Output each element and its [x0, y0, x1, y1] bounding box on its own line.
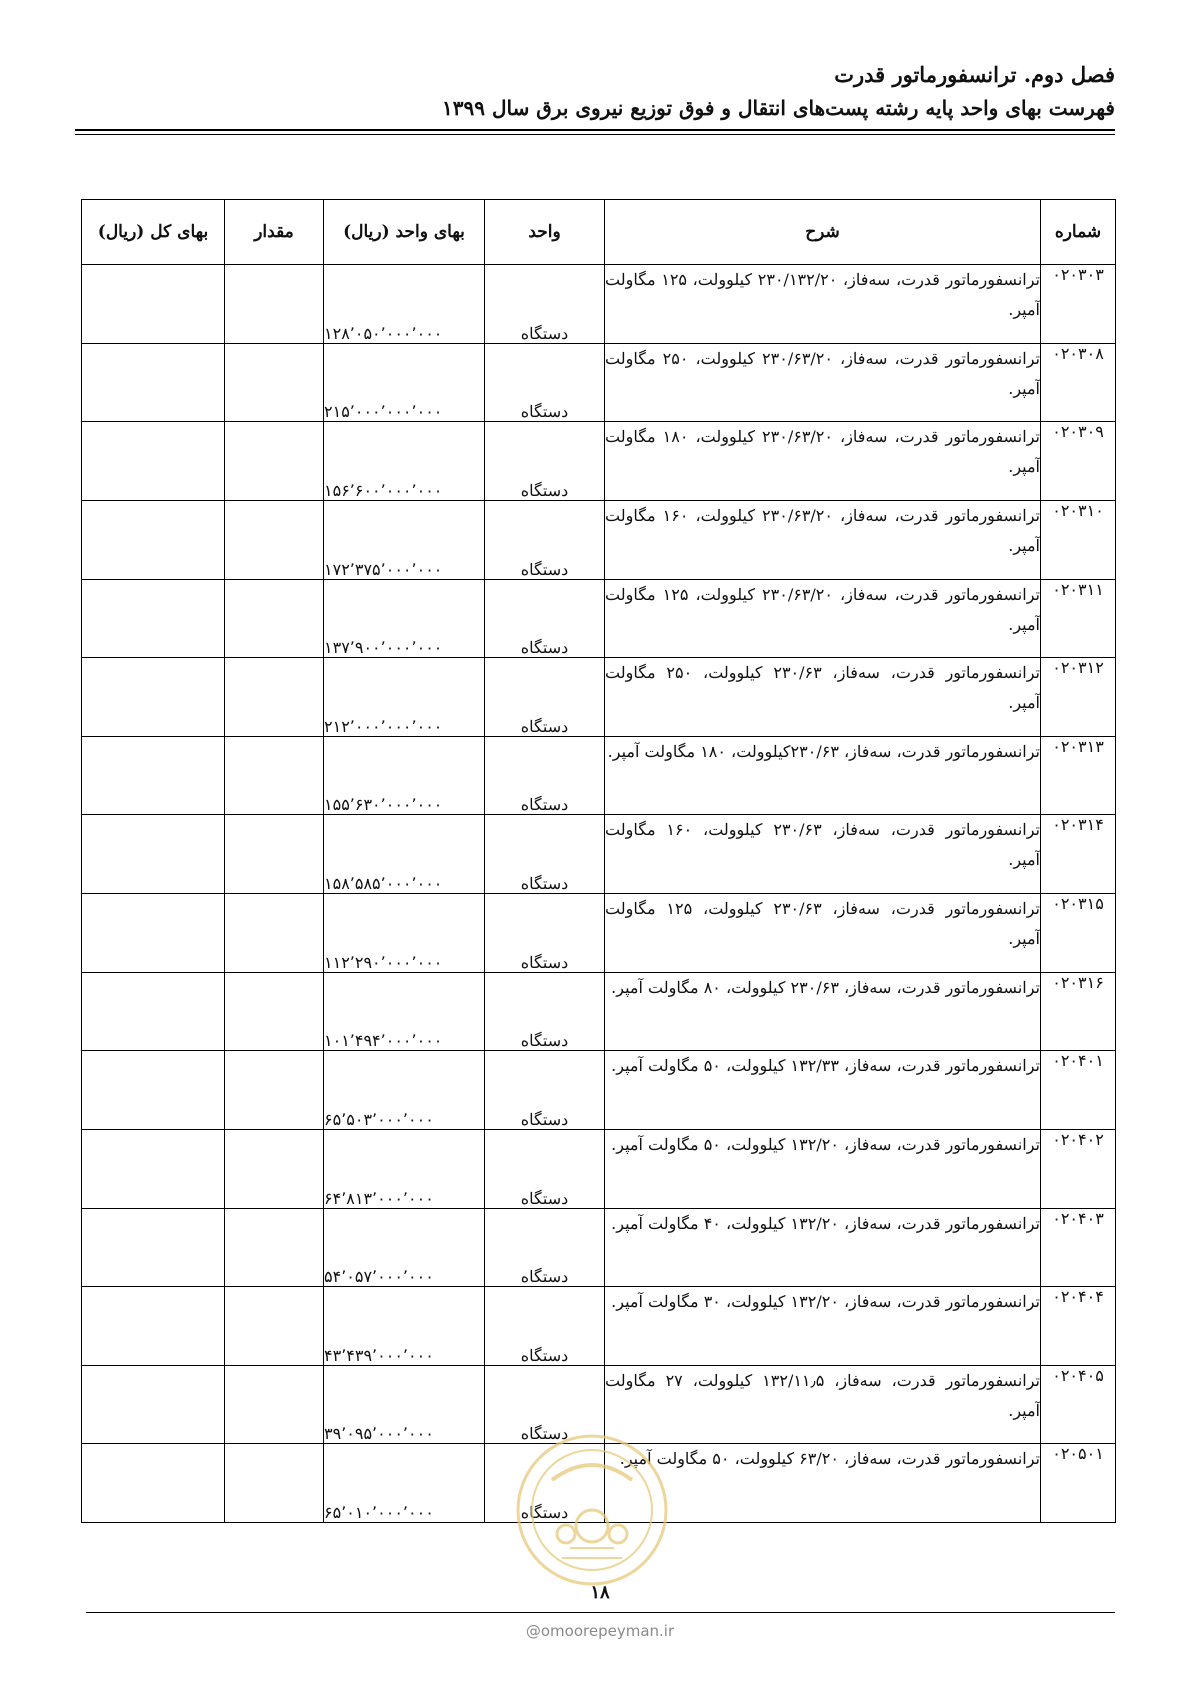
- document-subtitle: فهرست بهای واحد پایه رشته پست‌های انتقال و فوق توزیع نیروی برق سال ۱۳۹۹: [442, 96, 1115, 120]
- item-quantity: [225, 1287, 324, 1366]
- column-header-quantity: مقدار: [225, 200, 324, 265]
- item-description: ترانسفورماتور قدرت، سه‌فاز، ۲۳۰/۶۳ کیلوولت، ۱۶۰ مگاولت آمپر.: [605, 815, 1041, 894]
- table-row: [82, 1287, 1116, 1366]
- item-unit: دستگاه: [485, 736, 605, 815]
- item-quantity: [225, 1444, 324, 1523]
- item-description: ترانسفورماتور قدرت، سه‌فاز، ۲۳۰/۶۳/۲۰ کیلوولت، ۲۵۰ مگاولت آمپر.: [605, 343, 1041, 422]
- item-unit-price: ۶۴٬۸۱۳٬۰۰۰٬۰۰۰: [324, 1129, 485, 1208]
- table-row: [82, 422, 1116, 501]
- item-quantity: [225, 579, 324, 658]
- page-number: ۱۸: [590, 1582, 610, 1603]
- table-row: [82, 1444, 1116, 1523]
- table-row: [82, 1051, 1116, 1130]
- item-code: ۰۲۰۴۰۴: [1041, 1287, 1116, 1366]
- item-description: ترانسفورماتور قدرت، سه‌فاز، ۲۳۰/۶۳/۲۰ کیلوولت، ۱۶۰ مگاولت آمپر.: [605, 500, 1041, 579]
- table-row: [82, 972, 1116, 1051]
- item-code: ۰۲۰۳۰۳: [1041, 265, 1116, 344]
- item-quantity: [225, 736, 324, 815]
- item-description: ترانسفورماتور قدرت، سه‌فاز، ۲۳۰/۶۳/۲۰ کیلوولت، ۱۲۵ مگاولت آمپر.: [605, 579, 1041, 658]
- table-header-row: [82, 200, 1116, 265]
- item-code: ۰۲۰۳۱۳: [1041, 736, 1116, 815]
- item-unit-price: ۲۱۵٬۰۰۰٬۰۰۰٬۰۰۰: [324, 343, 485, 422]
- item-total: [82, 1051, 225, 1130]
- item-description: ترانسفورماتور قدرت، سه‌فاز، ۱۳۲/۳۳ کیلوولت، ۵۰ مگاولت آمپر.: [605, 1051, 1041, 1130]
- item-total: [82, 265, 225, 344]
- item-unit-price: ۳۹٬۰۹۵٬۰۰۰٬۰۰۰: [324, 1365, 485, 1444]
- item-unit-price: ۱۵۸٬۵۸۵٬۰۰۰٬۰۰۰: [324, 815, 485, 894]
- item-code: ۰۲۰۳۱۰: [1041, 500, 1116, 579]
- item-code: ۰۲۰۳۱۶: [1041, 972, 1116, 1051]
- column-header-total: بهای کل (ریال): [82, 200, 225, 265]
- item-quantity: [225, 500, 324, 579]
- item-total: [82, 1444, 225, 1523]
- table-row: [82, 343, 1116, 422]
- item-quantity: [225, 815, 324, 894]
- item-unit: دستگاه: [485, 1444, 605, 1523]
- item-total: [82, 1129, 225, 1208]
- item-code: ۰۲۰۳۱۴: [1041, 815, 1116, 894]
- item-unit-price: ۱۷۲٬۳۷۵٬۰۰۰٬۰۰۰: [324, 500, 485, 579]
- item-total: [82, 972, 225, 1051]
- item-total: [82, 894, 225, 973]
- item-quantity: [225, 894, 324, 973]
- item-unit-price: ۱۰۱٬۴۹۴٬۰۰۰٬۰۰۰: [324, 972, 485, 1051]
- item-quantity: [225, 265, 324, 344]
- item-description: ترانسفورماتور قدرت، سه‌فاز، ۱۳۲/۲۰ کیلوولت، ۴۰ مگاولت آمپر.: [605, 1208, 1041, 1287]
- item-code: ۰۲۰۴۰۵: [1041, 1365, 1116, 1444]
- price-list-table: [81, 199, 1116, 1523]
- item-unit: دستگاه: [485, 265, 605, 344]
- item-code: ۰۲۰۳۱۲: [1041, 658, 1116, 737]
- item-description: ترانسفورماتور قدرت، سه‌فاز، ۱۳۲/۲۰ کیلوولت، ۳۰ مگاولت آمپر.: [605, 1287, 1041, 1366]
- item-unit: دستگاه: [485, 579, 605, 658]
- column-header-unit: واحد: [485, 200, 605, 265]
- item-unit-price: ۱۱۲٬۲۹۰٬۰۰۰٬۰۰۰: [324, 894, 485, 973]
- table-row: [82, 658, 1116, 737]
- item-quantity: [225, 343, 324, 422]
- table-row: [82, 579, 1116, 658]
- item-unit: دستگاه: [485, 658, 605, 737]
- column-header-unit-price: بهای واحد (ریال): [324, 200, 485, 265]
- item-description: ترانسفورماتور قدرت، سه‌فاز، ۲۳۰/۱۳۲/۲۰ کیلوولت، ۱۲۵ مگاولت آمپر.: [605, 265, 1041, 344]
- item-description: ترانسفورماتور قدرت، سه‌فاز، ۲۳۰/۶۳ کیلوولت، ۱۲۵ مگاولت آمپر.: [605, 894, 1041, 973]
- item-quantity: [225, 422, 324, 501]
- item-unit: دستگاه: [485, 1287, 605, 1366]
- column-header-number: شماره: [1041, 200, 1116, 265]
- table-row: [82, 1365, 1116, 1444]
- item-unit-price: ۱۵۵٬۶۳۰٬۰۰۰٬۰۰۰: [324, 736, 485, 815]
- item-code: ۰۲۰۳۰۸: [1041, 343, 1116, 422]
- item-unit: دستگاه: [485, 343, 605, 422]
- item-unit-price: ۶۵٬۰۱۰٬۰۰۰٬۰۰۰: [324, 1444, 485, 1523]
- item-total: [82, 658, 225, 737]
- item-description: ترانسفورماتور قدرت، سه‌فاز، ۶۳/۲۰ کیلوولت، ۵۰ مگاولت آمپر.: [605, 1444, 1041, 1523]
- item-description: ترانسفورماتور قدرت، سه‌فاز، ۲۳۰/۶۳ کیلوولت، ۸۰ مگاولت آمپر.: [605, 972, 1041, 1051]
- item-code: ۰۲۰۳۰۹: [1041, 422, 1116, 501]
- item-unit: دستگاه: [485, 500, 605, 579]
- item-unit-price: ۱۵۶٬۶۰۰٬۰۰۰٬۰۰۰: [324, 422, 485, 501]
- item-quantity: [225, 658, 324, 737]
- table-row: [82, 1129, 1116, 1208]
- item-unit-price: ۶۵٬۵۰۳٬۰۰۰٬۰۰۰: [324, 1051, 485, 1130]
- item-code: ۰۲۰۴۰۳: [1041, 1208, 1116, 1287]
- item-total: [82, 1287, 225, 1366]
- table-row: [82, 1208, 1116, 1287]
- item-description: ترانسفورماتور قدرت، سه‌فاز، ۲۳۰/۶۳کیلوولت، ۱۸۰ مگاولت آمپر.: [605, 736, 1041, 815]
- item-unit-price: ۲۱۲٬۰۰۰٬۰۰۰٬۰۰۰: [324, 658, 485, 737]
- page-header: [75, 58, 1115, 124]
- item-total: [82, 500, 225, 579]
- table-row: [82, 815, 1116, 894]
- item-unit: دستگاه: [485, 972, 605, 1051]
- item-unit: دستگاه: [485, 1051, 605, 1130]
- footer-divider: [86, 1612, 1115, 1613]
- item-unit: دستگاه: [485, 422, 605, 501]
- header-divider-thin: [75, 134, 1115, 135]
- item-quantity: [225, 1208, 324, 1287]
- item-unit: دستگاه: [485, 815, 605, 894]
- item-code: ۰۲۰۴۰۲: [1041, 1129, 1116, 1208]
- item-total: [82, 736, 225, 815]
- item-code: ۰۲۰۵۰۱: [1041, 1444, 1116, 1523]
- item-unit: دستگاه: [485, 1365, 605, 1444]
- item-description: ترانسفورماتور قدرت، سه‌فاز، ۲۳۰/۶۳/۲۰ کیلوولت، ۱۸۰ مگاولت آمپر.: [605, 422, 1041, 501]
- item-unit: دستگاه: [485, 894, 605, 973]
- item-unit-price: ۱۲۸٬۰۵۰٬۰۰۰٬۰۰۰: [324, 265, 485, 344]
- item-code: ۰۲۰۳۱۱: [1041, 579, 1116, 658]
- item-unit-price: ۱۳۷٬۹۰۰٬۰۰۰٬۰۰۰: [324, 579, 485, 658]
- item-total: [82, 1365, 225, 1444]
- item-unit-price: ۵۴٬۰۵۷٬۰۰۰٬۰۰۰: [324, 1208, 485, 1287]
- item-quantity: [225, 972, 324, 1051]
- table-row: [82, 894, 1116, 973]
- table-row: [82, 736, 1116, 815]
- item-total: [82, 815, 225, 894]
- column-header-description: شرح: [605, 200, 1041, 265]
- item-quantity: [225, 1051, 324, 1130]
- table-row: [82, 265, 1116, 344]
- website-watermark: @omoorepeyman.ir: [525, 1622, 675, 1640]
- item-unit: دستگاه: [485, 1129, 605, 1208]
- chapter-title: فصل دوم. ترانسفورماتور قدرت: [834, 62, 1115, 87]
- item-quantity: [225, 1365, 324, 1444]
- item-total: [82, 579, 225, 658]
- item-unit: دستگاه: [485, 1208, 605, 1287]
- item-description: ترانسفورماتور قدرت، سه‌فاز، ۱۳۲/۱۱٫۵ کیلوولت، ۲۷ مگاولت آمپر.: [605, 1365, 1041, 1444]
- item-total: [82, 343, 225, 422]
- item-total: [82, 422, 225, 501]
- item-description: ترانسفورماتور قدرت، سه‌فاز، ۱۳۲/۲۰ کیلوولت، ۵۰ مگاولت آمپر.: [605, 1129, 1041, 1208]
- header-divider-thick: [75, 129, 1115, 131]
- item-quantity: [225, 1129, 324, 1208]
- item-unit-price: ۴۳٬۴۳۹٬۰۰۰٬۰۰۰: [324, 1287, 485, 1366]
- item-code: ۰۲۰۳۱۵: [1041, 894, 1116, 973]
- item-code: ۰۲۰۴۰۱: [1041, 1051, 1116, 1130]
- item-description: ترانسفورماتور قدرت، سه‌فاز، ۲۳۰/۶۳ کیلوولت، ۲۵۰ مگاولت آمپر.: [605, 658, 1041, 737]
- table-row: [82, 500, 1116, 579]
- item-total: [82, 1208, 225, 1287]
